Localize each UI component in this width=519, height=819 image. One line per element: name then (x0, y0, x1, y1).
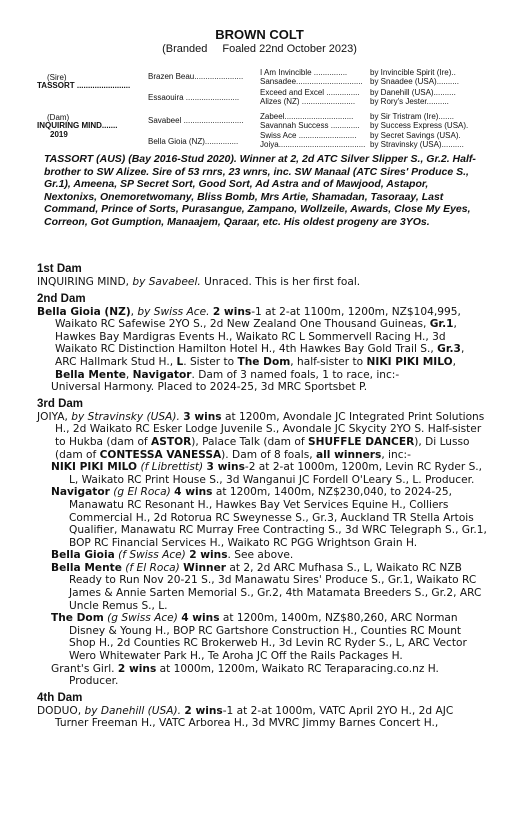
g3-7: Joiya....................................... (260, 140, 366, 149)
dam3-heading: 3rd Dam (37, 397, 84, 410)
g4-4: by Sir Tristram (Ire)....... (370, 112, 455, 121)
progeny-parentage: (g Swiss Ace) (107, 612, 178, 625)
progeny-parentage: (f Librettist) (140, 461, 204, 474)
pedigree-body (37, 259, 489, 730)
g3-5: Savannah Success ............. (260, 121, 360, 130)
progeny-parentage: (f El Roca) (125, 561, 180, 574)
sire-blurb: TASSORT (AUS) (Bay 2016-Stud 2020). Winner at 2, 2d ATC Silver Slipper S., Gr.2. Half-brother to SW Alizee. Sire of 53 rnrs, 23 wnrs, inc. SW Manaal (ATC Sires' Produce S., Gr.1), Ameena, SP Secret Sort, Good Sort, Ad Astra and of Mawjood, Astapor, Nextonixs, Onemoretwomany, Bliss Bomb, Mrs Artie, Shamadan, Tasoraay, Last Command, Prince of Sorts, Purasangue, Zampano, Wollzeile, Awards, Close My Eyes, Correon, Got Gumption, Manaajem, Qaraar, etc. His oldest progeny are 3YOs. (44, 153, 476, 228)
g3-0: I Am Invincible ............... (260, 68, 348, 77)
dam-dam: Bella Gioia (NZ)............... (148, 137, 239, 146)
progeny-wins: 4 wins (174, 486, 213, 499)
dam3-entry: JOIYA, by Stravinsky (USA). 3 wins at 1200m, Avondale JC Integrated Print Solutions H., 2d Waikato RC Esker Lodge Juvenile S., Avondale JC Skycity 2YO S. Half-sister to Hukba (dam of ASTOR), Palace Talk (dam of SHUFFLE DANCER), Di Lusso (dam of CONTESSA VANESSA). Dam of 8 foals, all winners, inc:- (37, 410, 485, 461)
g4-5: by Success Express (USA). (370, 121, 469, 130)
sire-sire: Brazen Beau...................... (148, 72, 244, 81)
g3-3: Alizes (NZ) ........................ (260, 97, 356, 106)
progeny-wins: Winner (183, 561, 226, 574)
progeny-record: at 1200m, 1400m, NZ$80,260, ARC Norman Disney & Young H., BOP RC Gartshore Construction H., Counties RC Mount Shop H., 2d Counties RC Brokerweb H., 3d Levin RC Ryder S., L, ARC Vector Wero Whitewater Park H., Te Aroha JC Off the Rails Packages H. (69, 612, 467, 663)
progeny-name: NIKI PIKI MILO (51, 461, 138, 474)
progeny-entry (51, 486, 489, 549)
dam4-heading: 4th Dam (37, 691, 83, 704)
sire-tag: (Sire) (47, 73, 67, 82)
progeny-list (37, 461, 489, 663)
g4-1: by Snaadee (USA).......... (370, 77, 459, 86)
g4-2: by Danehill (USA).......... (370, 88, 456, 97)
progeny-wins: 2 wins (189, 549, 228, 562)
sire-name: TASSORT ........................ (37, 81, 131, 90)
progeny-parentage: (g El Roca) (113, 486, 171, 499)
dam2-entry: Bella Gioia (NZ), by Swiss Ace. 2 wins-1 at 2-at 1100m, 1200m, NZ$104,995, Waikato RC Safewise 2YO S., 2d New Zealand One Thousand Guineas, Gr.1, Hawkes Bay Mardigras Events H., Waikato RC L Sommervell Racing H., 3d Waikato RC Distinction Hamilton Hotel H., 4th Hawkes Bay Gold Trail S., Gr.3, ARC Hallmark Stud H., L. Sister to The Dom, half-sister to NIKI PIKI MILO, Bella Mente, Navigator. Dam of 3 named foals, 1 to race, inc:- (37, 305, 465, 381)
g4-7: by Stravinsky (USA).......... (370, 140, 464, 149)
dam1-heading: 1st Dam (37, 263, 82, 275)
progeny-entry (51, 562, 489, 612)
progeny-name: Bella Gioia (51, 549, 115, 562)
g3-1: Sansadee.............................. (260, 77, 363, 86)
progeny-wins: 4 wins (181, 612, 220, 625)
progeny-entry (51, 461, 489, 486)
progeny-entry (51, 612, 489, 662)
g4-6: by Secret Savings (USA). (370, 131, 461, 140)
dam2-foal: Universal Harmony. Placed to 2024-25, 3d MRC Sportsbet P. (51, 381, 368, 394)
progeny-entry (51, 549, 489, 562)
progeny-wins: 3 wins (206, 461, 245, 474)
progeny-name: Bella Mente (51, 561, 122, 574)
g4-0: by Invincible Spirit (Ire).. (370, 68, 456, 77)
dam1-entry: INQUIRING MIND, by Savabeel. Unraced. This is her first foal. (37, 276, 361, 288)
dam2-heading: 2nd Dam (37, 292, 86, 305)
sire-dam: Essaouira ........................ (148, 93, 240, 102)
g3-6: Swiss Ace .......................... (260, 131, 357, 140)
dam-tag: (Dam) (47, 113, 70, 122)
g3-2: Exceed and Excel ............... (260, 88, 360, 97)
foaled-date: Foaled 22nd October 2023) (222, 43, 357, 55)
progeny-name: The Dom (51, 612, 104, 625)
progeny-record: . See above. (227, 549, 294, 562)
progeny-record: at 2, 2d ARC Mufhasa S., L, Waikato RC NZB Ready to Run Nov 20-21 S., 3d Manawatu Sires' Produce S., Gr.1, Waikato RC James & Annie Sarten Memorial S., Gr.2, 4th Matamata Breeders S., Gr.2, ARC Uncle Remus S., L. (69, 561, 482, 612)
dam-sire: Savabeel ........................... (148, 116, 244, 125)
progeny-record: at 1200m, 1400m, NZ$230,040, to 2024-25, Manawatu RC Resonant H., Hawkes Bay Vet Services Equine H., Colliers Commercial H., 2d Rotorua RC Sweynesse S., Gr.3, Auckland TR Stella Artois Qualifier, Manawatu RC Murray Free Contracting S., 3d WRC Telegraph S., Gr.1, BOP RC Financial Services H., Waikato RC PGG Wrightson Grain H. (69, 486, 487, 549)
grants-girl: Grant's Girl. 2 wins at 1000m, 1200m, Waikato RC Teraparacing.co.nz H. Producer. (51, 662, 439, 688)
dam4-entry: DODUO, by Danehill (USA). 2 wins-1 at 2-at 1000m, VATC April 2YO H., 2d AJC Turner Freeman H., VATC Arborea H., 3d MVRC Jimmy Barnes Concert H., (37, 704, 454, 730)
lot-title: BROWN COLT (215, 27, 304, 42)
dam-name: INQUIRING MIND....... (37, 121, 118, 130)
dam-year: 2019 (50, 130, 68, 139)
progeny-parentage: (f Swiss Ace) (118, 549, 186, 562)
progeny-record: -2 at 2-at 1000m, 1200m, Levin RC Ryder S., L, Waikato RC Print House S., 3d Wanganui JC Fordell O'Leary S., L. Producer. (69, 461, 483, 486)
g4-3: by Rory's Jester.......... (370, 97, 449, 106)
g3-4: Zabeel............................... (260, 112, 354, 121)
branded-label: (Branded (162, 43, 208, 55)
foaling-line (0, 43, 519, 55)
progeny-name: Navigator (51, 486, 110, 499)
